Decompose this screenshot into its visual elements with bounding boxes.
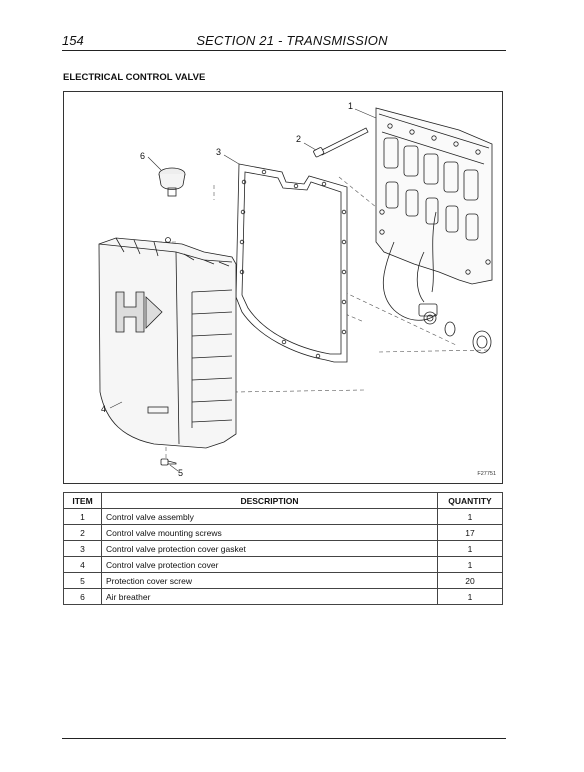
description-cell: Control valve protection cover gasket: [102, 541, 438, 557]
quantity-cell: 20: [438, 573, 503, 589]
description-cell: Protection cover screw: [102, 573, 438, 589]
item-cell: 2: [64, 525, 102, 541]
header-rule: [62, 50, 506, 51]
air-breather: [159, 168, 185, 196]
section-title: SECTION 21 - TRANSMISSION: [196, 33, 388, 48]
connector-seals: [445, 322, 491, 353]
figure-code: F27751: [477, 471, 496, 477]
table-row: [64, 509, 503, 525]
description-cell: Control valve assembly: [102, 509, 438, 525]
description-cell: Control valve mounting screws: [102, 525, 438, 541]
figure-heading: ELECTRICAL CONTROL VALVE: [63, 72, 206, 83]
page-number: 154: [62, 33, 84, 48]
footer-rule: [62, 738, 506, 739]
item-cell: 6: [64, 589, 102, 605]
quantity-cell: 1: [438, 589, 503, 605]
description-cell: Air breather: [102, 589, 438, 605]
quantity-cell: 1: [438, 541, 503, 557]
item-cell: 4: [64, 557, 102, 573]
table-row: [64, 589, 503, 605]
callout-1: 1: [348, 101, 354, 111]
protection-cover: [99, 238, 236, 449]
callout-2: 2: [296, 134, 302, 144]
column-header-quantity: QUANTITY: [438, 493, 503, 509]
item-cell: 3: [64, 541, 102, 557]
table-row: [64, 573, 503, 589]
quantity-cell: 1: [438, 557, 503, 573]
cover-gasket: [236, 164, 347, 362]
item-cell: 1: [64, 509, 102, 525]
column-header-description: DESCRIPTION: [102, 493, 438, 509]
parts-table: [63, 492, 503, 605]
table-row: [64, 557, 503, 573]
table-row: [64, 541, 503, 557]
quantity-cell: 1: [438, 509, 503, 525]
cover-screw: [161, 459, 176, 465]
column-header-item: ITEM: [64, 493, 102, 509]
quantity-cell: 17: [438, 525, 503, 541]
callout-6: 6: [140, 151, 146, 161]
description-cell: Control valve protection cover: [102, 557, 438, 573]
figure-frame: [63, 91, 503, 484]
mounting-screw: [313, 128, 368, 157]
table-header-row: [64, 493, 503, 509]
callout-5: 5: [178, 468, 184, 478]
callout-3: 3: [216, 147, 222, 157]
table-row: [64, 525, 503, 541]
control-valve-assembly: [376, 108, 492, 324]
exploded-view-drawing: [64, 92, 502, 483]
callout-4: 4: [101, 404, 107, 414]
item-cell: 5: [64, 573, 102, 589]
